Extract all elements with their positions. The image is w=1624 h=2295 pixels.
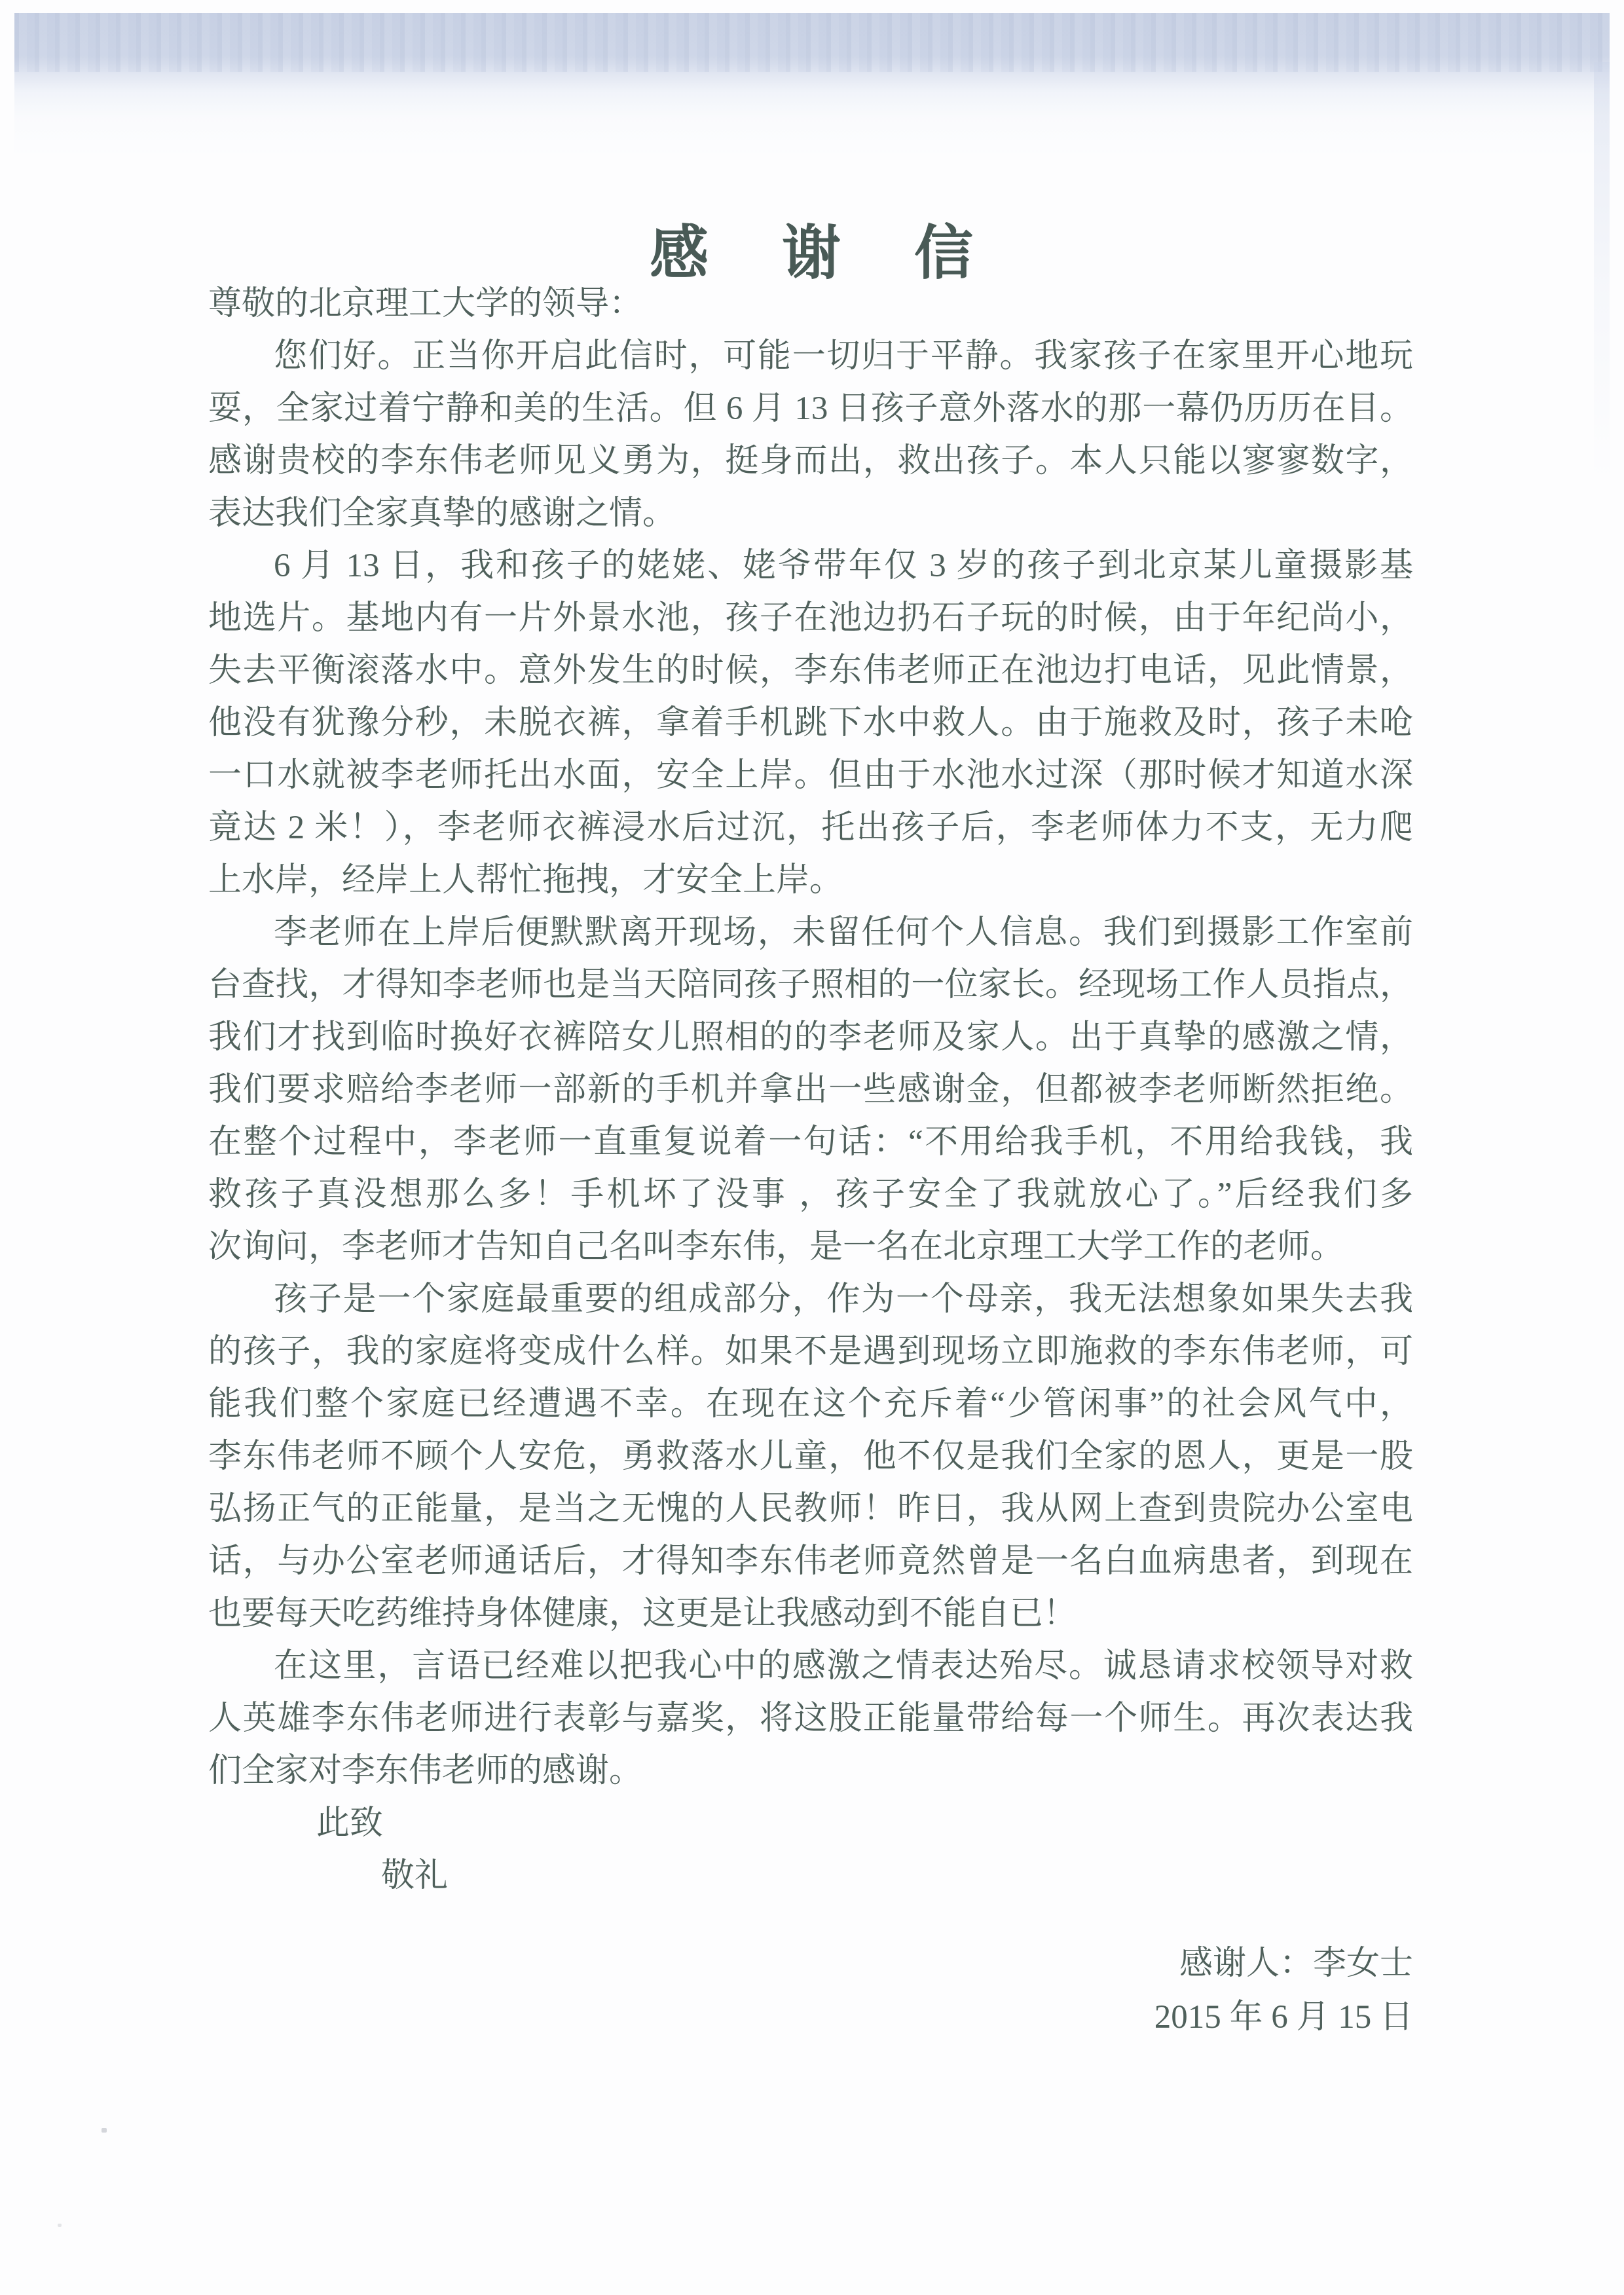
letter-body-line: 表达我们全家真挚的感谢之情。 [208,495,676,532]
letter-body-line: 我们要求赔给李老师一部新的手机并拿出一些感谢金，但都被李老师断然拒绝。 [208,1072,1413,1108]
signature-date: 2015 年 6 月 15 日 [1154,1999,1413,2036]
letter-body-line: 我们才找到临时换好衣裤陪女儿照相的的李老师及家人。出于真挚的感激之情， [208,1019,1413,1056]
letter-body-line: 救孩子真没想那么多！手机坏了没事 ，孩子安全了我就放心了。”后经我们多 [208,1176,1413,1213]
letter-body-line: 尊敬的北京理工大学的领导： [208,286,643,322]
letter-body-line: 在整个过程中，李老师一直重复说着一句话：“不用给我手机，不用给我钱，我 [208,1124,1413,1161]
scan-speck [58,2224,62,2227]
letter-body-line: 能我们整个家庭已经遭遇不幸。在现在这个充斥着“少管闲事”的社会风气中， [208,1386,1413,1423]
letter-body-line: 耍，全家过着宁静和美的生活。但 6 月 13 日孩子意外落水的那一幕仍历历在目。 [208,390,1413,427]
scanner-edge-band-noise [14,13,1610,72]
signature-name: 感谢人：李女士 [1179,1945,1413,1982]
letter-body-line: 地选片。基地内有一片外景水池，孩子在池边扔石子玩的时候，由于年纪尚小， [208,600,1413,637]
letter-body-line: 的孩子，我的家庭将变成什么样。如果不是遇到现场立即施救的李东伟老师，可 [208,1334,1413,1370]
letter-body-line: 他没有犹豫分秒，未脱衣裤，拿着手机跳下水中救人。由于施救及时，孩子未呛 [208,705,1413,741]
letter-body-line: 敬礼 [381,1857,449,1894]
scan-speck [101,2128,107,2133]
letter-body-line: 弘扬正气的正能量，是当之无愧的人民教师！昨日，我从网上查到贵院办公室电 [208,1491,1413,1527]
letter-body-line: 上水岸，经岸上人帮忙拖拽，才安全上岸。 [208,862,843,899]
letter-body-line: 话，与办公室老师通话后，才得知李东伟老师竟然曾是一名白血病患者，到现在 [208,1543,1413,1580]
letter-body-line: 也要每天吃药维持身体健康，这更是让我感动到不能自已！ [208,1595,1077,1632]
letter-body-line: 此致 [316,1805,384,1842]
letter-body-line: 李老师在上岸后便默默离开现场，未留任何个人信息。我们到摄影工作室前 [274,914,1413,951]
letter-body-line: 一口水就被李老师托出水面，安全上岸。但由于水池水过深（那时候才知道水深 [208,757,1413,794]
letter-body-line: 李东伟老师不顾个人安危，勇救落水儿童，他不仅是我们全家的恩人，更是一股 [208,1438,1413,1475]
letter-body-line: 在这里，言语已经难以把我心中的感激之情表达殆尽。诚恳请求校领导对救 [274,1648,1413,1685]
letter-body-line: 次询问，李老师才告知自己名叫李东伟，是一名在北京理工大学工作的老师。 [208,1229,1344,1265]
letter-body-line: 感谢贵校的李东伟老师见义勇为，挺身而出，救出孩子。本人只能以寥寥数字， [208,443,1413,479]
letter-body [208,278,1413,1902]
letter-body-line: 您们好。正当你开启此信时，可能一切归于平静。我家孩子在家里开心地玩 [274,338,1413,375]
letter-body-line: 竟达 2 米！），李老师衣裤浸水后过沉，托出孩子后，李老师体力不支，无力爬 [208,810,1413,846]
letter-body-line: 人英雄李东伟老师进行表彰与嘉奖，将这股正能量带给每一个师生。再次表达我 [208,1700,1413,1737]
letter-title: 感 谢 信 [650,221,974,287]
letter-body-line: 失去平衡滚落水中。意外发生的时候，李东伟老师正在池边打电话，见此情景， [208,652,1413,689]
letter-body-line: 孩子是一个家庭最重要的组成部分，作为一个母亲，我无法想象如果失去我 [274,1281,1413,1318]
letter-body-line: 们全家对李东伟老师的感谢。 [208,1753,643,1789]
letter-body-line: 台查找，才得知李老师也是当天陪同孩子照相的一位家长。经现场工作人员指点， [208,967,1413,1003]
letter-body-line: 6 月 13 日，我和孩子的姥姥、姥爷带年仅 3 岁的孩子到北京某儿童摄影基 [274,548,1413,584]
